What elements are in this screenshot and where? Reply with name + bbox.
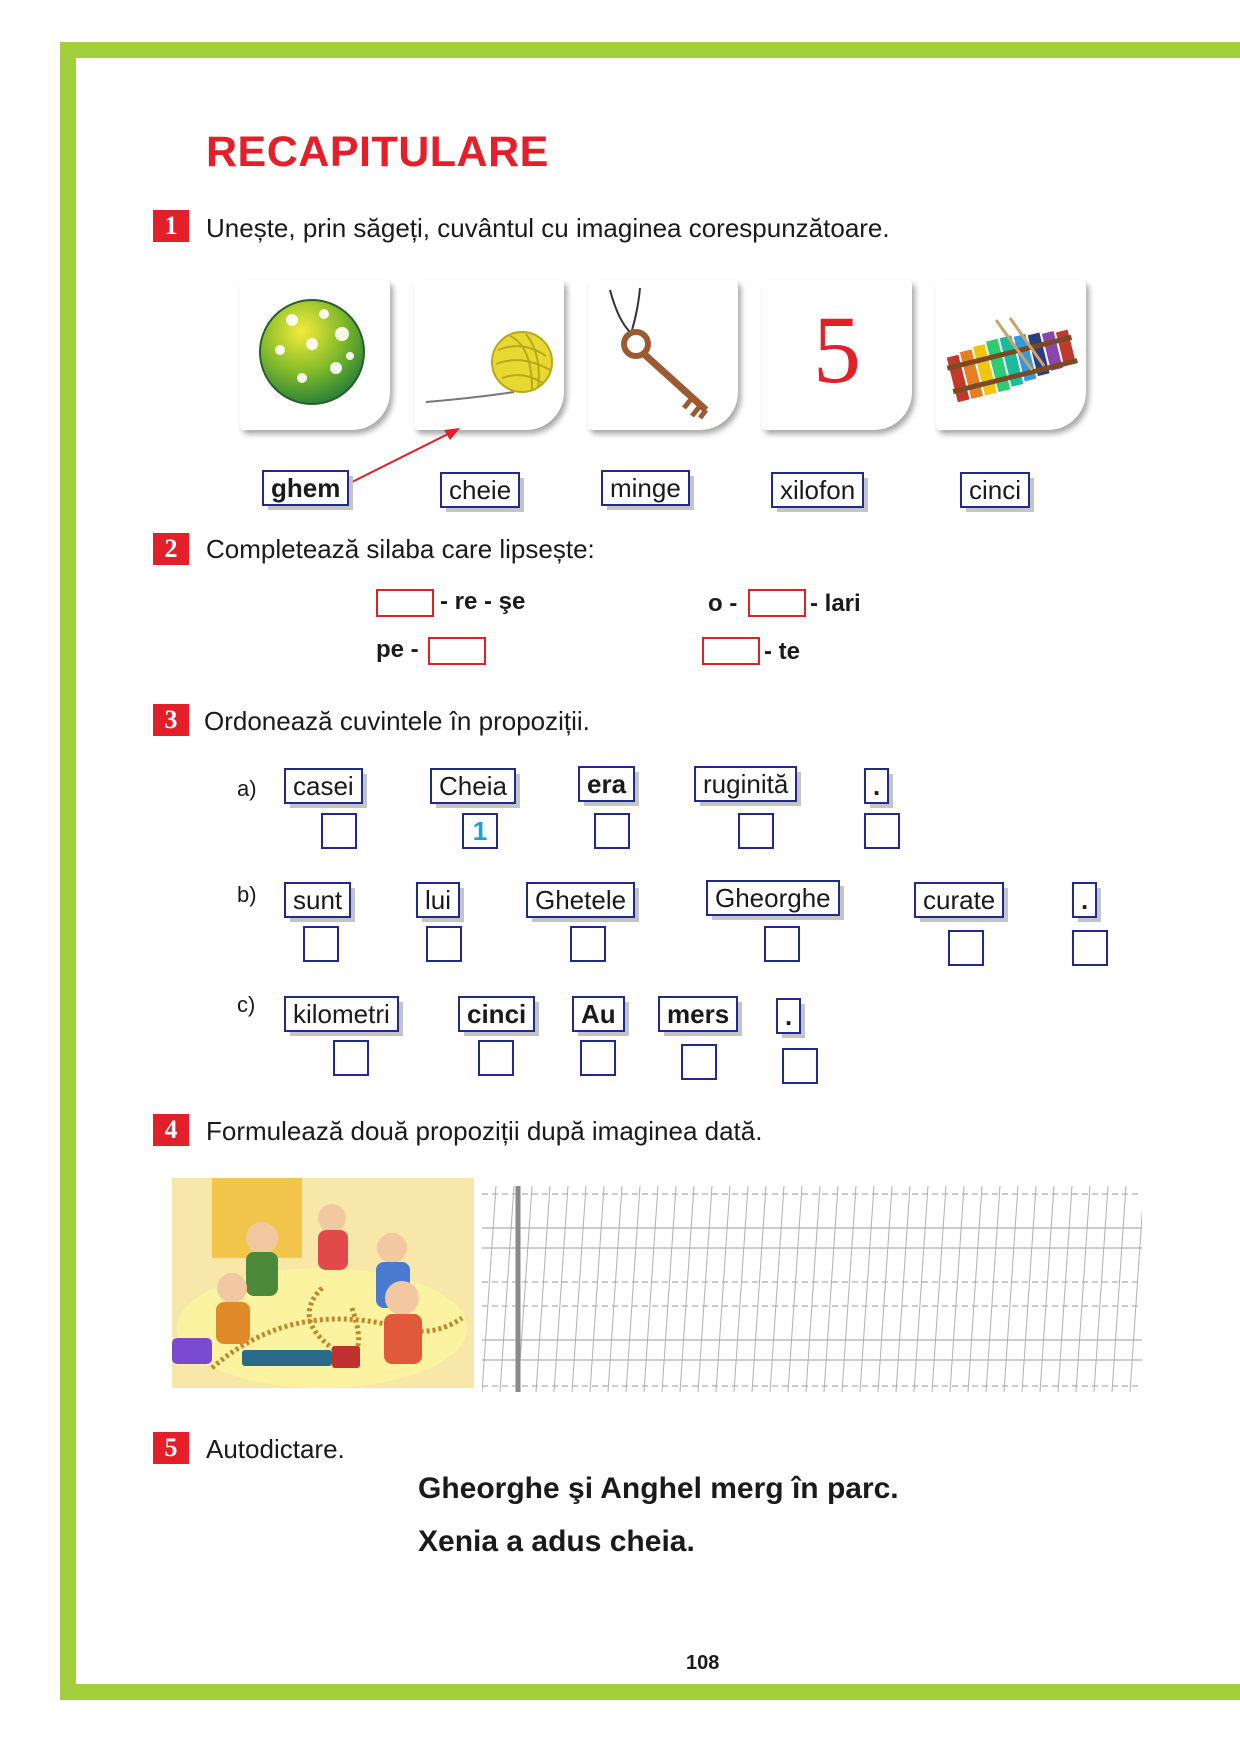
syllable-item-4: - te bbox=[764, 638, 800, 665]
syllable-item-1: - re - şe bbox=[440, 588, 526, 615]
syllable-blank-3[interactable] bbox=[428, 637, 486, 665]
ex3-row-c-label: c) bbox=[237, 992, 256, 1017]
ex3-c-word-period[interactable]: . bbox=[776, 998, 801, 1034]
ex3-c-word-cinci[interactable]: cinci bbox=[458, 996, 535, 1032]
slant-guide-line bbox=[626, 1186, 640, 1392]
ex3-a-word-casei[interactable]: casei bbox=[284, 768, 363, 804]
slant-guide-line bbox=[1094, 1186, 1108, 1392]
exercise-3-instruction: Ordonează cuvintele în propoziții. bbox=[204, 706, 590, 736]
ball-picture[interactable] bbox=[240, 280, 390, 430]
slant-guide-line bbox=[1076, 1186, 1090, 1392]
five-picture[interactable] bbox=[762, 280, 912, 430]
ex3-a-order-box-3[interactable] bbox=[594, 813, 630, 849]
exercise-1-number: 1 bbox=[153, 210, 189, 242]
exercise-2-number: 2 bbox=[153, 533, 189, 565]
slant-guide-line bbox=[536, 1186, 550, 1392]
ex3-c-order-box-4[interactable] bbox=[681, 1044, 717, 1080]
ex3-row-a-label: a) bbox=[237, 776, 257, 801]
ex3-b-word-gheorghe[interactable]: Gheorghe bbox=[706, 880, 840, 916]
ex3-b-word-period[interactable]: . bbox=[1072, 882, 1097, 918]
syllable-blank-1[interactable] bbox=[376, 589, 434, 617]
syllable-item-3: pe - bbox=[376, 636, 419, 663]
slant-guide-line bbox=[932, 1186, 946, 1392]
exercise-5-instruction: Autodictare. bbox=[206, 1434, 345, 1464]
ex1-word-minge[interactable]: minge bbox=[601, 470, 690, 506]
slant-guide-line bbox=[1022, 1186, 1036, 1392]
key-picture[interactable] bbox=[588, 280, 738, 430]
yarn-icon bbox=[414, 280, 564, 430]
slant-guide-line bbox=[968, 1186, 982, 1392]
slant-guide-line bbox=[1004, 1186, 1018, 1392]
slant-guide-line bbox=[806, 1186, 820, 1392]
ex1-word-ghem[interactable]: ghem bbox=[262, 470, 349, 506]
slant-guide-line bbox=[554, 1186, 568, 1392]
ex3-b-word-ghetele[interactable]: Ghetele bbox=[526, 882, 635, 918]
ex3-c-word-mers[interactable]: mers bbox=[658, 996, 738, 1032]
slant-guide-line bbox=[824, 1186, 838, 1392]
ex3-row-b-label: b) bbox=[237, 882, 257, 907]
ex3-c-order-box-1[interactable] bbox=[333, 1040, 369, 1076]
ex3-a-order-box-1[interactable] bbox=[321, 813, 357, 849]
ex3-a-word-era[interactable]: era bbox=[578, 766, 635, 802]
ex1-word-cinci[interactable]: cinci bbox=[960, 472, 1030, 508]
ex3-c-word-au[interactable]: Au bbox=[572, 996, 625, 1032]
ex3-b-word-curate[interactable]: curate bbox=[914, 882, 1004, 918]
children-playing-illustration bbox=[172, 1178, 474, 1388]
ex3-b-order-box-2[interactable] bbox=[426, 926, 462, 962]
page-title: RECAPITULARE bbox=[206, 128, 549, 176]
exercise-3-number: 3 bbox=[153, 704, 189, 736]
key-icon bbox=[588, 280, 738, 430]
ex3-b-order-box-3[interactable] bbox=[570, 926, 606, 962]
slant-guide-line bbox=[500, 1186, 514, 1392]
slant-guide-line bbox=[734, 1186, 748, 1392]
ex3-c-word-kilometri[interactable]: kilometri bbox=[284, 996, 399, 1032]
ex1-word-xilofon[interactable]: xilofon bbox=[771, 472, 864, 508]
slant-guide-line bbox=[770, 1186, 784, 1392]
ex3-b-order-box-1[interactable] bbox=[303, 926, 339, 962]
ex1-word-cheie[interactable]: cheie bbox=[440, 472, 520, 508]
slant-guide-line bbox=[986, 1186, 1000, 1392]
slant-guide-line bbox=[644, 1186, 658, 1392]
slant-guide-line bbox=[482, 1186, 496, 1392]
slant-guide-line bbox=[752, 1186, 766, 1392]
page-frame-left bbox=[60, 42, 76, 1697]
slant-guide-line bbox=[572, 1186, 586, 1392]
syllable-item-2-prefix: o - bbox=[708, 590, 738, 617]
slant-guide-line bbox=[842, 1186, 856, 1392]
ex3-b-word-lui[interactable]: lui bbox=[416, 882, 460, 918]
page-number: 108 bbox=[686, 1652, 720, 1674]
slant-guide-line bbox=[1130, 1186, 1142, 1392]
syllable-blank-4[interactable] bbox=[702, 637, 760, 665]
slant-guide-line bbox=[914, 1186, 928, 1392]
syllable-item-2-suffix: - lari bbox=[810, 590, 861, 617]
dictation-sentence-1: Gheorghe şi Anghel merg în parc. bbox=[418, 1472, 899, 1505]
ball-icon bbox=[240, 280, 390, 430]
exercise-4-number: 4 bbox=[153, 1114, 189, 1146]
xylophone-icon bbox=[936, 280, 1086, 430]
slant-guide-line bbox=[680, 1186, 694, 1392]
exercise-4-instruction: Formulează două propoziții după imaginea dată. bbox=[206, 1116, 763, 1146]
slant-guide-line bbox=[590, 1186, 604, 1392]
ex3-a-order-box-4[interactable] bbox=[738, 813, 774, 849]
ex3-b-order-box-5[interactable] bbox=[948, 930, 984, 966]
exercise-2-instruction: Completează silaba care lipsește: bbox=[206, 534, 595, 564]
dictation-sentence-2: Xenia a adus cheia. bbox=[418, 1525, 695, 1558]
ex3-a-word-ruginita[interactable]: ruginită bbox=[694, 766, 797, 802]
ex3-b-order-box-4[interactable] bbox=[764, 926, 800, 962]
page-frame-bottom bbox=[60, 1684, 1240, 1700]
slant-guide-line bbox=[878, 1186, 892, 1392]
slant-guide-line bbox=[716, 1186, 730, 1392]
ex3-c-order-box-2[interactable] bbox=[478, 1040, 514, 1076]
slant-guide-line bbox=[788, 1186, 802, 1392]
xylophone-picture[interactable] bbox=[936, 280, 1086, 430]
slant-guide-line bbox=[608, 1186, 622, 1392]
ex3-a-order-box-5[interactable] bbox=[864, 813, 900, 849]
slant-guide-line bbox=[860, 1186, 874, 1392]
page-frame-top bbox=[60, 42, 1240, 58]
number-five-icon: 5 bbox=[813, 296, 861, 403]
exercise-5-number: 5 bbox=[153, 1432, 189, 1464]
slant-guide-line bbox=[896, 1186, 910, 1392]
slant-guide-line bbox=[950, 1186, 964, 1392]
ex3-a-word-period[interactable]: . bbox=[864, 768, 889, 804]
ex3-b-order-box-6[interactable] bbox=[1072, 930, 1108, 966]
ex3-a-order-box-2[interactable]: 1 bbox=[462, 813, 498, 849]
slant-guide-line bbox=[1040, 1186, 1054, 1392]
ex3-a-word-cheia[interactable]: Cheia bbox=[430, 768, 516, 804]
ex3-c-order-box-5[interactable] bbox=[782, 1048, 818, 1084]
ex3-c-order-box-3[interactable] bbox=[580, 1040, 616, 1076]
slant-guide-line bbox=[1112, 1186, 1126, 1392]
syllable-blank-2[interactable] bbox=[748, 589, 806, 617]
slant-guide-line bbox=[1058, 1186, 1072, 1392]
ex3-b-word-sunt[interactable]: sunt bbox=[284, 882, 351, 918]
slant-guide-line bbox=[662, 1186, 676, 1392]
slant-guide-line bbox=[698, 1186, 712, 1392]
exercise-1-instruction: Unește, prin săgeți, cuvântul cu imaginea corespunzătoare. bbox=[206, 213, 890, 243]
yarn-picture[interactable] bbox=[414, 280, 564, 430]
writing-lines bbox=[482, 1186, 1142, 1392]
